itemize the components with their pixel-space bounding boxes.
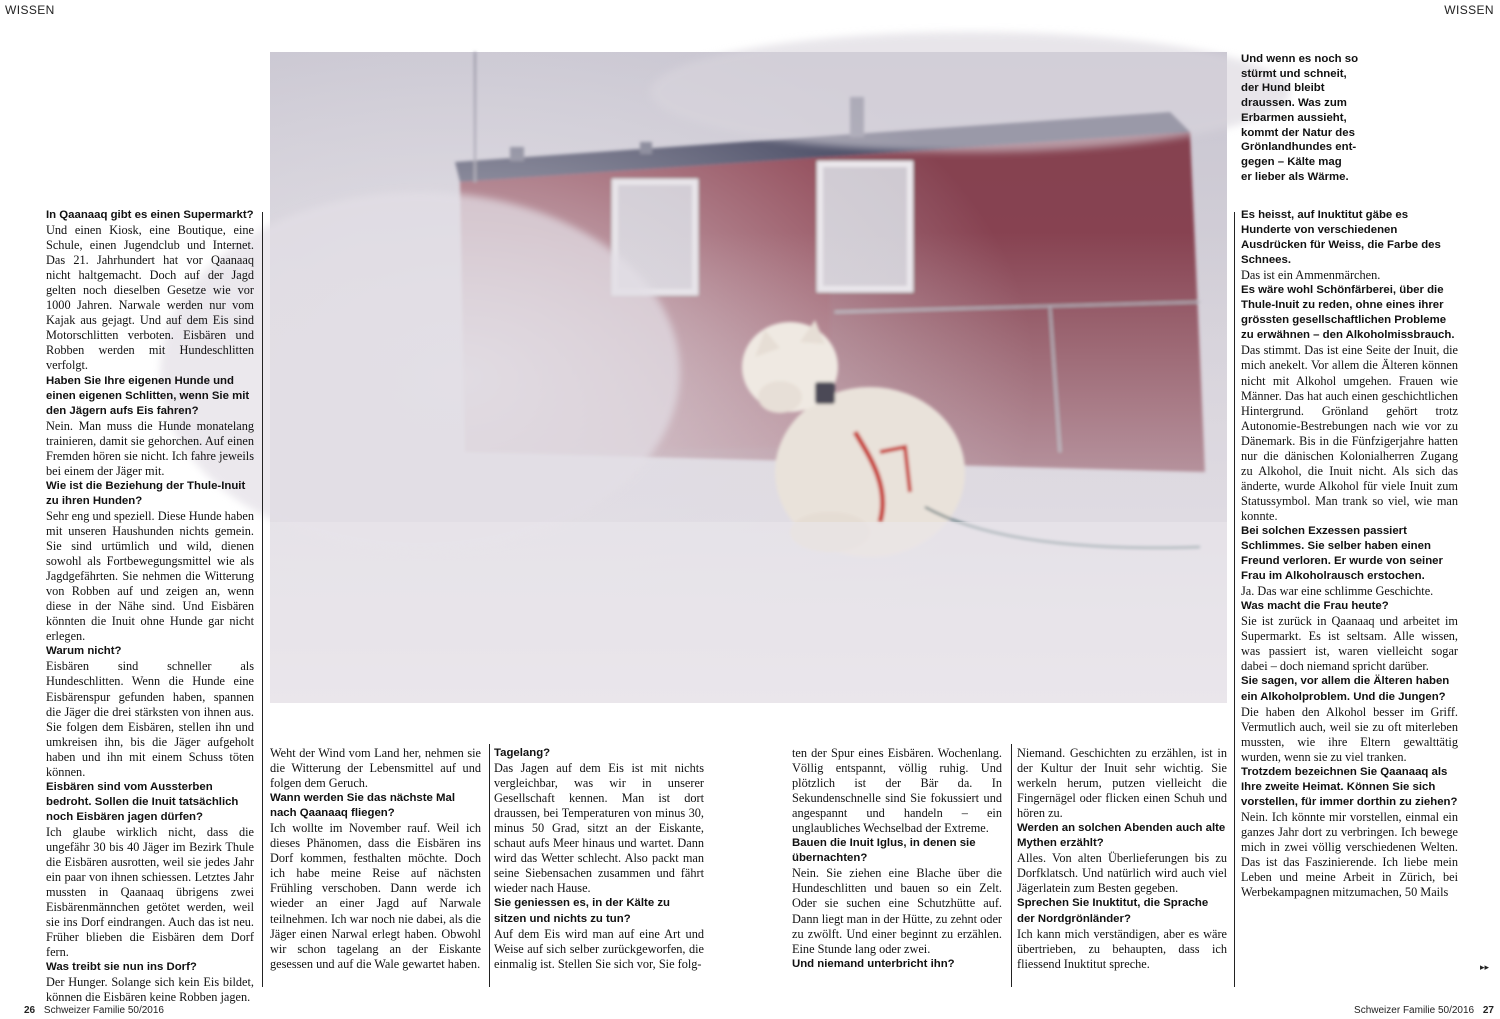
text-column-4 xyxy=(792,746,1002,981)
interview-question: Was treibt sie nun ins Dorf? xyxy=(46,961,197,974)
interview-question: Werden an solchen Abenden auch alte Mythen erzählt? xyxy=(1017,822,1226,850)
text-column-3 xyxy=(494,746,704,981)
interview-question: In Qaanaaq gibt es einen Supermarkt? xyxy=(46,209,254,221)
column-rule xyxy=(1234,212,1235,987)
interview-question: Eisbären sind vom Aussterben bedroht. Sollen die Inuit tatsächlich noch Eisbären jagen dürfen? xyxy=(46,780,239,823)
interview-answer: Und einen Kiosk, eine Boutique, eine Schule, einen Jugendclub und Internet. Das 21. Jahrhundert hat vor Qaanaaq nicht haltgemacht. Doch auf der Jagd gelten noch dieselben Gesetze wie vor 1000 Jahren. Narwale werden nur vom Kajak aus gejagt. Und auf dem Eis sind Motorschlitten verboten. Eisbären und Robben werden mit Hundeschlitten verfolgt. xyxy=(46,223,254,373)
interview-answer: Das Jagen auf dem Eis ist mit nichts vergleichbar, was wir in unserer Gesellschaft kennen. Man ist dort draussen, bei Temperaturen von minus 30, minus 50 Grad, sitzt an der Eiskante, schaut aufs Meer hinaus und wartet. Dann wird das Wetter schlecht. Also packt man seine Siebensachen zusammen und fährt wieder nach Hause. xyxy=(494,761,704,896)
text-column-2 xyxy=(270,746,481,981)
interview-question: Es heisst, auf Inuktitut gäbe es Hunderte von verschiedenen Ausdrücken für Weiss, die Farbe des Schnees. xyxy=(1241,209,1441,267)
interview-question: Sie sagen, vor allem die Älteren haben ein Alkoholproblem. Und die Jungen? xyxy=(1241,675,1450,703)
caption-line: er lieber als Wärme. xyxy=(1241,170,1349,183)
interview-question: Bauen die Inuit Iglus, in denen sie übernachten? xyxy=(792,837,976,865)
page-number-right: 27 xyxy=(1482,1005,1494,1016)
interview-question: Tagelang? xyxy=(494,747,551,759)
interview-answer: Nein. Sie ziehen eine Blache über die Hundeschlitten und bauen so ein Zelt. Oder sie suchen eine Schutzhütte auf. Dann liegt man in der Hütte, zu zehnt oder zu zwölft. Und einer beginnt zu erzählen. Eine Stunde lang oder zwei. xyxy=(792,866,1003,956)
photo-caption xyxy=(1241,52,1371,184)
interview-answer: Ich glaube wirklich nicht, dass die ungefähr 30 bis 40 Jäger im Bezirk Thule die Eisbären ausrotten, weil sie jedes Jahr ein paar von ihnen schiessen. Letztes Jahr mussten in Qaanaaq übrigens zwei Eisbärenmännchen getötet werden, weil sie ins Dorf eindrangen. Auch das ist neu. Früher blieben die Eisbären dem Dorf fern. xyxy=(46,824,254,960)
interview-answer: Der Hunger. Solange sich kein Eis bildet, können die Eisbären keine Robben jagen. xyxy=(46,975,254,1005)
interview-answer: Eisbären sind schneller als Hundeschlitten. Wenn die Hunde eine Eisbärenspur gefunden haben, spannen die Jäger die drei stärksten von ihnen aus. Sie folgen dem Eisbären, stellen ihn und umkreisen ihn, bis die Jäger aufgeholt haben und ihn mit einem Schuss töten können. xyxy=(46,659,254,779)
interview-question: Es wäre wohl Schönfärberei, über die Thule-Inuit zu reden, ohne eines ihrer grössten gesellschaftlichen Probleme zu erwähnen – den Alkoholmissbrauch. xyxy=(1241,284,1455,342)
interview-question: Und niemand unterbricht ihn? xyxy=(792,957,955,970)
sled-dog-photo xyxy=(270,52,1227,703)
caption-line: gegen – Kälte mag xyxy=(1241,155,1342,168)
interview-answer: Nein. Man muss die Hunde monatelang trainieren, damit sie gehorchen. Auf einen Fremden hören sie nicht. Ich fahre jeweils bei einem der Jäger mit. xyxy=(46,418,254,478)
interview-question: Sprechen Sie Inuktitut, die Sprache der Nordgrönländer? xyxy=(1017,897,1209,925)
interview-answer: Ich wollte im November rauf. Weil ich dieses Phänomen, dass die Eisbären ins Dorf kommen, festhalten möchte. Doch ich habe meine Reise auf nächsten Frühling verschoben. Dann werde ich wieder an einer Jagd auf Narwale teilnehmen. Ich war noch nie dabei, als die Jäger einen Narwal erlegt haben. Obwohl wir schon tagelang an der Eiskante gesessen und auf die Wale gewartet haben. xyxy=(270,821,481,971)
interview-answer: Das ist ein Ammenmärchen. xyxy=(1241,268,1381,283)
interview-question: Haben Sie Ihre eigenen Hunde und einen eigenen Schlitten, wenn Sie mit den Jägern aufs Eis fahren? xyxy=(46,374,250,417)
interview-question: Bei solchen Exzessen passiert Schlimmes. Sie selber haben einen Freund verloren. Er wurde von seiner Frau im Alkoholrausch erstochen. xyxy=(1241,524,1443,583)
caption-line: Und wenn es noch so xyxy=(1241,53,1359,65)
text-column-1 xyxy=(46,208,254,1005)
issue-label-right: Schweizer Familie 50/2016 xyxy=(1354,1005,1475,1016)
issue-label-left: Schweizer Familie 50/2016 xyxy=(43,1005,164,1016)
text-column-6 xyxy=(1241,208,1458,981)
text-column-5 xyxy=(1017,746,1227,981)
interview-answer: Weht der Wind vom Land her, nehmen sie die Witterung der Lebensmittel auf und folgen dem Geruch. xyxy=(270,746,481,791)
sled-dog-illustration xyxy=(270,52,1227,703)
section-label-left: WISSEN xyxy=(5,3,55,17)
caption-line: draussen. Was zum xyxy=(1241,97,1347,110)
caption-line: der Hund bleibt xyxy=(1241,82,1325,95)
footer-left xyxy=(24,1005,164,1016)
interview-answer: Sie ist zurück in Qaanaaq und arbeitet im Supermarkt. Es ist seltsam. Alle wissen, was passiert ist, waren vielleicht sogar dabei – doch niemand spricht darüber. xyxy=(1241,614,1458,674)
caption-line: Erbarmen aussieht, xyxy=(1241,111,1347,124)
interview-answer: Ja. Das war eine schlimme Geschichte. xyxy=(1241,584,1434,599)
interview-answer: Nein. Ich könnte mir vorstellen, einmal ein ganzes Jahr dort zu verbringen. Ich bewege mich in zwei völlig verschiedenen Welten. Das ist das Faszinierende. Ich liebe mein Leben und meine Arbeit in Zürich, bei Werbekampagnen mitzumachen, 50 Mails xyxy=(1241,809,1458,900)
interview-answer: ten der Spur eines Eisbären. Wochenlang. Völlig entspannt, völlig ruhig. Und plötzlich ist der Bär da. In Sekundenschnelle sind Sie fokussiert und angespannt und handeln – ein unglaubliches Wechselbad der Extreme. xyxy=(792,746,1002,836)
page-number-left: 26 xyxy=(24,1005,36,1016)
caption-line: Grönlandhundes ent- xyxy=(1241,141,1357,154)
interview-question: Wie ist die Beziehung der Thule-Inuit zu ihren Hunden? xyxy=(46,479,246,507)
caption-line: kommt der Natur des xyxy=(1241,126,1355,139)
interview-answer: Sehr eng und speziell. Diese Hunde haben mit unseren Haushunden nichts gemein. Sie sind urtümlich und wild, dienen sowohl als Fortbewegungsmittel wie als Jagdgefährten. Sie nehmen die Witterung von Robben auf und zeigen an, wenn diese in der Nähe sind. Und Eisbären könnten die Inuit ohne Hunde gar nicht erlegen. xyxy=(46,508,254,644)
interview-question: Warum nicht? xyxy=(46,645,122,658)
interview-answer: Das stimmt. Das ist eine Seite der Inuit, die mich anekelt. Vor allem die Älteren können nicht mit Alkohol umgehen. Frauen wie Männer. Das hat auch einen geschichtlichen Hintergrund. Grönland gehört trotz Autonomie-Bestrebungen nach wie vor zu Dänemark. Bis in die Fünfzigerjahre hatten nur die dänischen Kolonialherren Zugang zu Alkohol, die Inuit nicht. Als sich das änderte, wurde Alkohol für viele Inuit zum Statussymbol. Man trank so viel, wie man konnte. xyxy=(1241,343,1458,523)
interview-question: Sie geniessen es, in der Kälte zu sitzen und nichts zu tun? xyxy=(494,897,670,925)
continue-arrow-icon: ▸▸ xyxy=(1480,962,1490,972)
caption-line: stürmt und schneit, xyxy=(1241,67,1347,80)
interview-question: Trotzdem bezeichnen Sie Qaanaaq als Ihre zweite Heimat. Können Sie sich vorstellen, für immer dorthin zu ziehen? xyxy=(1241,765,1458,808)
section-label-right: WISSEN xyxy=(1444,3,1494,17)
interview-answer: Die haben den Alkohol besser im Griff. Vermutlich auch, weil sie zu oft miterleben mussten, wie ihre Eltern gewalttätig wurden, wenn sie zu viel tranken. xyxy=(1241,704,1458,764)
interview-answer: Alles. Von alten Überlieferungen bis zu Dorfklatsch. Und natürlich wird auch viel Jägerlatein zum Besten gegeben. xyxy=(1017,851,1227,896)
interview-answer: Ich kann mich verständigen, aber es wäre übertrieben, zu behaupten, dass ich fliessend Inuktitut spreche. xyxy=(1017,926,1227,971)
column-rule xyxy=(489,744,490,987)
interview-question: Was macht die Frau heute? xyxy=(1241,600,1389,613)
interview-question: Wann werden Sie das nächste Mal nach Qaanaaq fliegen? xyxy=(270,792,456,820)
interview-answer: Auf dem Eis wird man auf eine Art und Weise auf sich selber zurückgeworfen, die einmalig ist. Stellen Sie sich vor, Sie folg- xyxy=(494,926,704,971)
footer-right xyxy=(1354,1005,1494,1016)
interview-answer: Niemand. Geschichten zu erzählen, ist in der Kultur der Inuit sehr wichtig. Sie werkeln herum, putzen vielleicht die Fingernägel oder flicken einen Schuh und hören zu. xyxy=(1017,746,1227,821)
column-rule xyxy=(1011,744,1012,987)
column-rule xyxy=(262,212,263,987)
